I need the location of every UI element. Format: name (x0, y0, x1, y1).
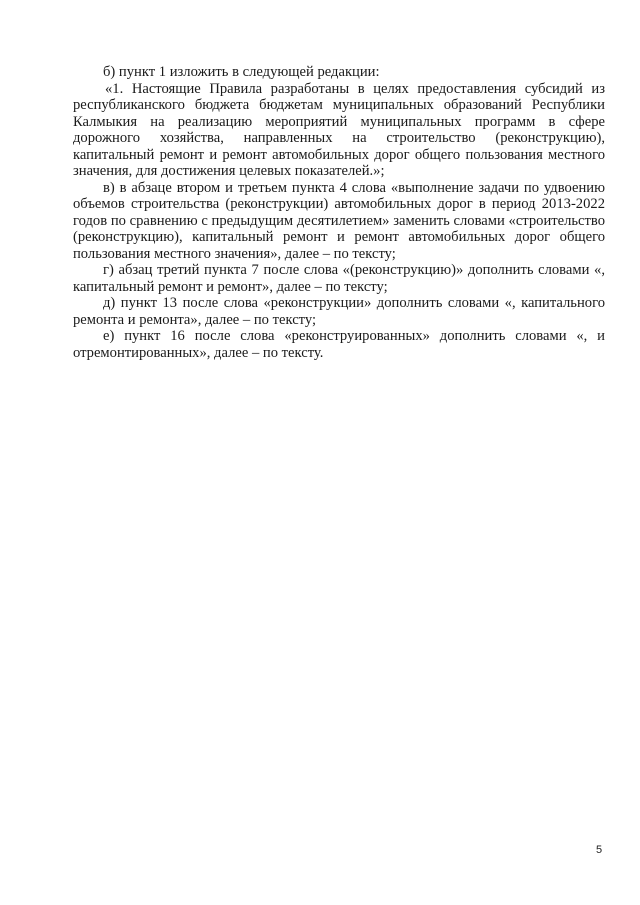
paragraph-quoted-rule: «1. Настоящие Правила разработаны в целях предоставления субсидий из республиканского бюджета бюджетам муниципальных образований Республики Калмыкия на реализацию мероприятий муниципальных программ в сфере дорожного хозяйства, направленных на строительство (реконструкцию), капитальный ремонт и ремонт автомобильных дорог общего пользования местного значения, для достижения целевых показателей.»; (73, 80, 605, 179)
paragraph-e: е) пункт 16 после слова «реконструированных» дополнить словами «, и отремонтированных», далее – по тексту. (73, 328, 605, 361)
paragraph-g: г) абзац третий пункта 7 после слова «(реконструкцию)» дополнить словами «, капитальный ремонт и ремонт», далее – по тексту; (73, 262, 605, 295)
page-number: 5 (596, 844, 603, 856)
document-body (73, 64, 605, 361)
paragraph-v: в) в абзаце втором и третьем пункта 4 слова «выполнение задачи по удвоению объемов строительства (реконструкции) автомобильных дорог в период 2013-2022 годов по сравнению с предыдущим десятилетием» заменить словами «строительство (реконструкцию), капитальный ремонт и ремонт автомобильных дорог общего пользования местного значения», далее – по тексту; (73, 179, 605, 262)
paragraph-b: б) пункт 1 изложить в следующей редакции: (103, 64, 380, 80)
paragraph-d: д) пункт 13 после слова «реконструкции» дополнить словами «, капитального ремонта и ремонта», далее – по тексту; (73, 295, 605, 328)
